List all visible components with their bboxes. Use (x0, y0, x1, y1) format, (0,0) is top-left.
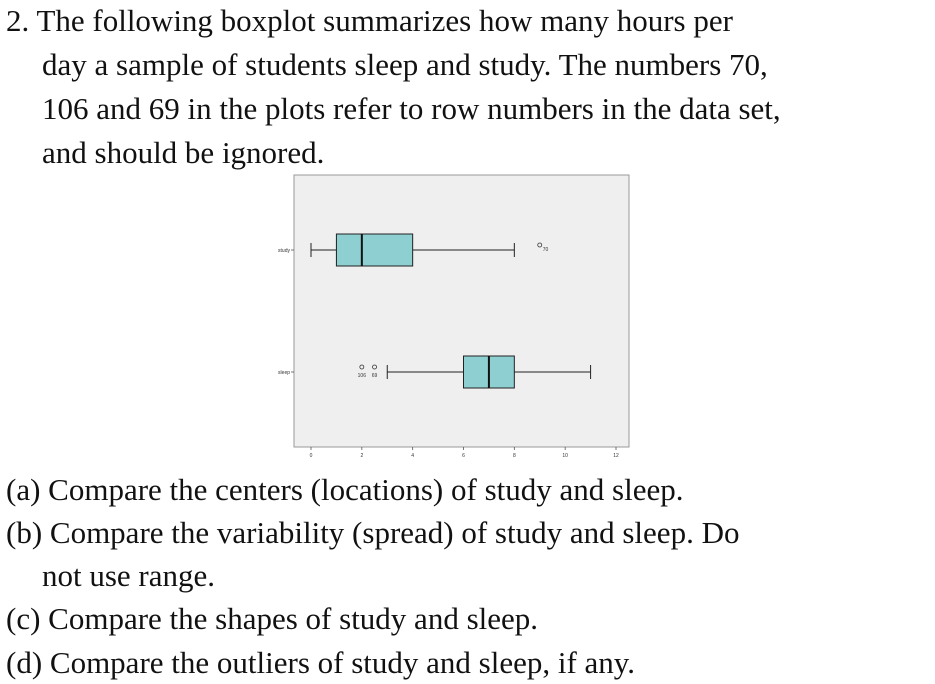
x-tick-label: 2 (360, 453, 364, 459)
x-tick-label: 12 (613, 453, 619, 459)
outlier-label: 69 (371, 373, 378, 379)
outlier-label: 70 (542, 247, 549, 253)
boxplot-chart (260, 172, 632, 459)
x-tick-label: 4 (411, 453, 415, 459)
x-tick-label: 0 (309, 453, 313, 459)
category-label-study: study (278, 248, 290, 254)
problem-line-3: 106 and 69 in the plots refer to row numbers in the data set, (42, 91, 781, 126)
outlier-label: 106 (357, 373, 367, 379)
problem-line-2: day a sample of students sleep and study. The numbers 70, (42, 47, 768, 82)
category-label-sleep: sleep (278, 370, 290, 376)
plot-area (294, 175, 629, 447)
box-study (336, 234, 412, 266)
question-a: (a) Compare the centers (locations) of study and sleep. (6, 472, 684, 507)
question-c: (c) Compare the shapes of study and sleep. (6, 601, 539, 636)
question-d: (d) Compare the outliers of study and sleep, if any. (6, 645, 636, 680)
question-b: (b) Compare the variability (spread) of study and sleep. Do (6, 515, 740, 550)
x-tick-label: 8 (512, 453, 516, 459)
x-tick-label: 6 (462, 453, 465, 459)
question-b-continued: not use range. (42, 558, 216, 593)
x-tick-label: 10 (562, 453, 568, 459)
problem-line-1: 2. The following boxplot summarizes how many hours per (6, 3, 733, 38)
problem-line-4: and should be ignored. (42, 135, 325, 170)
